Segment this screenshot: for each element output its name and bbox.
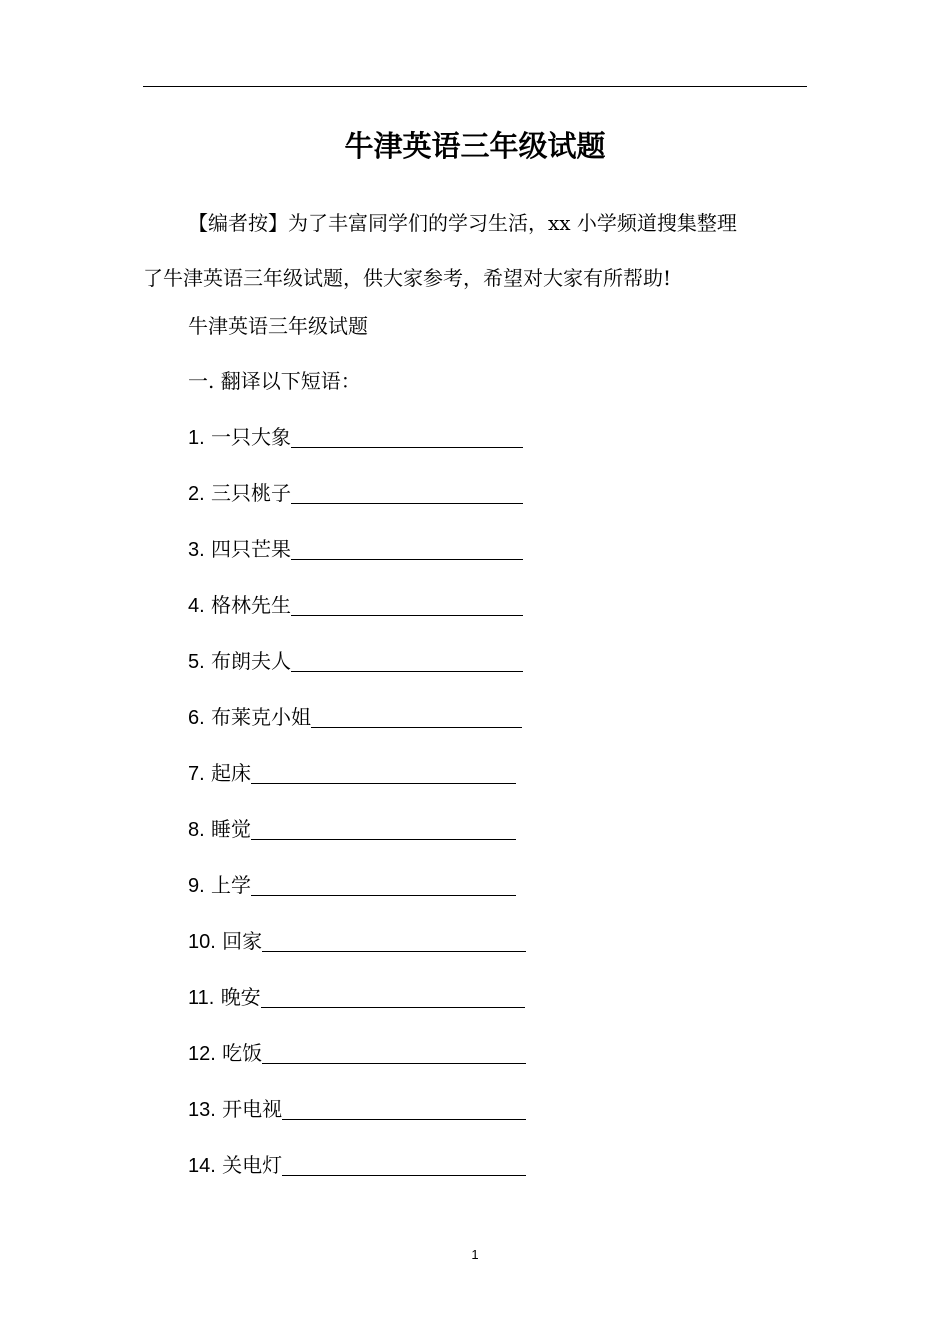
item-text: 关电灯: [222, 1153, 283, 1177]
answer-blank: [291, 589, 523, 616]
answer-blank: [311, 701, 522, 728]
list-item: [188, 811, 526, 867]
list-item: [188, 643, 526, 699]
item-text: 布朗夫人: [211, 649, 292, 673]
list-item: [188, 419, 526, 475]
document-subtitle: 牛津英语三年级试题: [188, 314, 368, 338]
answer-blank: [262, 1037, 526, 1064]
editor-note-line-2: 了牛津英语三年级试题，供大家参考，希望对大家有所帮助!: [143, 266, 672, 290]
item-number: 8.: [188, 819, 205, 841]
editor-note: [143, 196, 807, 306]
answer-blank: [251, 813, 516, 840]
phrase-list: [188, 419, 526, 1203]
list-item: [188, 699, 526, 755]
answer-blank: [291, 477, 523, 504]
item-number: 7.: [188, 763, 205, 785]
item-number: 10.: [188, 931, 216, 953]
item-text: 起床: [211, 761, 252, 785]
item-number: 4.: [188, 595, 205, 617]
item-text: 吃饭: [222, 1041, 263, 1065]
answer-blank: [251, 757, 516, 784]
item-number: 13.: [188, 1099, 216, 1121]
list-item: [188, 1091, 526, 1147]
item-number: 12.: [188, 1043, 216, 1065]
item-text: 布莱克小姐: [211, 705, 312, 729]
item-number: 14.: [188, 1155, 216, 1177]
answer-blank: [291, 421, 523, 448]
page-number: 1: [471, 1247, 479, 1262]
answer-blank: [251, 869, 516, 896]
item-text: 开电视: [222, 1097, 283, 1121]
list-item: [188, 867, 526, 923]
answer-blank: [282, 1093, 526, 1120]
answer-blank: [291, 645, 523, 672]
item-text: 晚安: [220, 985, 261, 1009]
answer-blank: [262, 925, 526, 952]
answer-blank: [261, 981, 525, 1008]
item-number: 2.: [188, 483, 205, 505]
section-heading: 一. 翻译以下短语：: [188, 369, 361, 393]
editor-note-line-1: 【编者按】为了丰富同学们的学习生活，xx 小学频道搜集整理: [188, 211, 737, 235]
item-text: 一只大象: [211, 425, 292, 449]
item-text: 四只芒果: [211, 537, 292, 561]
list-item: [188, 923, 526, 979]
item-text: 格林先生: [211, 593, 292, 617]
header-rule: [143, 86, 807, 87]
list-item: [188, 531, 526, 587]
item-text: 睡觉: [211, 817, 252, 841]
list-item: [188, 475, 526, 531]
list-item: [188, 1035, 526, 1091]
list-item: [188, 755, 526, 811]
answer-blank: [282, 1149, 526, 1176]
document-title: 牛津英语三年级试题: [344, 129, 606, 163]
item-text: 上学: [211, 873, 252, 897]
list-item: [188, 1147, 526, 1203]
item-text: 回家: [222, 929, 263, 953]
item-number: 6.: [188, 707, 205, 729]
list-item: [188, 587, 526, 643]
item-number: 9.: [188, 875, 205, 897]
item-number: 11.: [188, 987, 215, 1009]
answer-blank: [291, 533, 523, 560]
item-number: 3.: [188, 539, 205, 561]
list-item: [188, 979, 526, 1035]
item-number: 5.: [188, 651, 205, 673]
item-text: 三只桃子: [211, 481, 292, 505]
item-number: 1.: [188, 427, 205, 449]
